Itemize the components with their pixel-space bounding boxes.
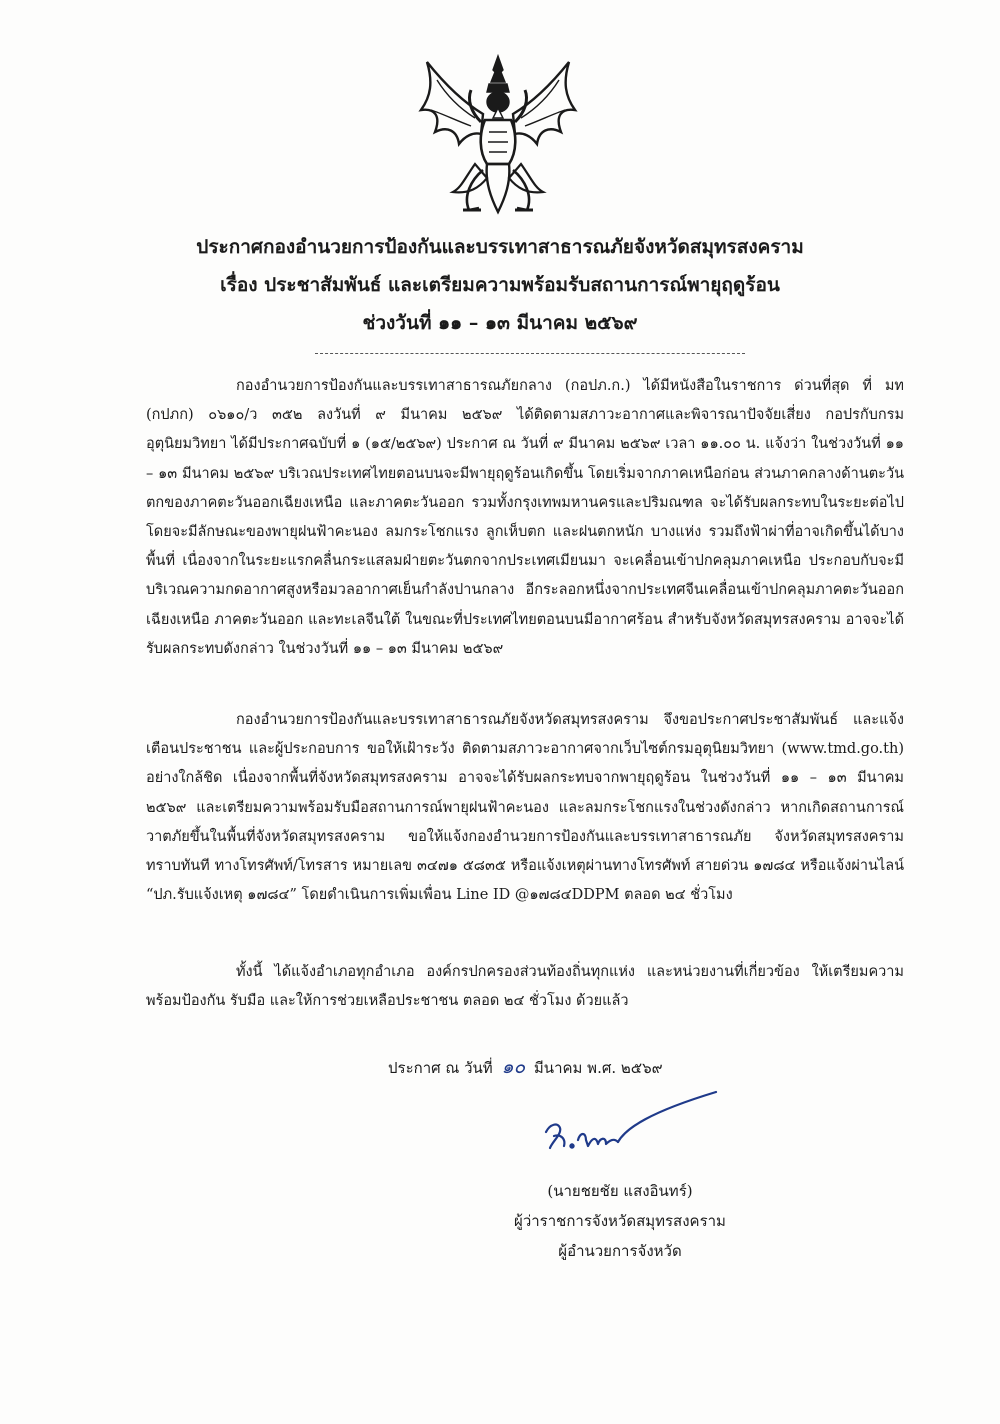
announcement-day: ๑๐ <box>501 1056 526 1078</box>
title-line-2: เรื่อง ประชาสัมพันธ์ และเตรียมความพร้อมรับสถานการณ์พายุฤดูร้อน <box>220 274 780 296</box>
paragraph-1 <box>146 372 904 664</box>
signer-block <box>440 1176 800 1266</box>
document-title <box>100 228 900 342</box>
title-line-3: ช่วงวันที่ ๑๑ – ๑๓ มีนาคม ๒๕๖๙ <box>362 312 638 334</box>
title-line-1: ประกาศกองอำนวยการป้องกันและบรรเทาสาธารณภัยจังหวัดสมุทรสงคราม <box>196 236 804 258</box>
handwritten-signature <box>540 1088 720 1158</box>
paragraph-3 <box>146 958 904 1016</box>
signer-position-1: ผู้ว่าราชการจังหวัดสมุทรสงคราม <box>514 1212 726 1230</box>
announcement-suffix: มีนาคม พ.ศ. ๒๕๖๙ <box>533 1059 663 1077</box>
paragraph-3-text: ทั้งนี้ ได้แจ้งอำเภอทุกอำเภอ องค์กรปกครองส่วนท้องถิ่นทุกแห่ง และหน่วยงานที่เกี่ยวข้อง ให้เตรียมความพร้อมป้องกัน รับมือ และให้การช่วยเหลือประชาชน ตลอด ๒๔ ชั่วโมง ด้วยแล้ว <box>146 964 904 1010</box>
title-separator <box>315 353 745 354</box>
announcement-prefix: ประกาศ ณ วันที่ <box>388 1059 493 1077</box>
paragraph-2 <box>146 706 904 910</box>
paragraph-1-text: กองอำนวยการป้องกันและบรรเทาสาธารณภัยกลาง (กอปภ.ก.) ได้มีหนังสือในราชการ ด่วนที่สุด ที่ มท (กปภก) ๐๖๑๐/ว ๓๕๒ ลงวันที่ ๙ มีนาคม ๒๕๖๙ ได้ติดตามสภาวะอากาศและพิจารณาปัจจัยเสี่ยง กอปรกับกรมอุตุนิยมวิทยา ได้มีประกาศฉบับที่ ๑ (๑๕/๒๕๖๙) ประกาศ ณ วันที่ ๙ มีนาคม ๒๕๖๙ เวลา ๑๑.๐๐ น. แจ้งว่า ในช่วงวันที่ ๑๑ – ๑๓ มีนาคม ๒๕๖๙ บริเวณประเทศไทยตอนบนจะมีพายุฤดูร้อนเกิดขึ้น โดยเริ่มจากภาคเหนือก่อน ส่วนภาคกลางด้านตะวันตกของภาคตะวันออกเฉียงเหนือ และภาคตะวันออก รวมทั้งกรุงเทพมหานครและปริมณฑล จะได้รับผลกระทบในระยะต่อไป โดยจะมีลักษณะของพายุฝนฟ้าคะนอง ลมกระโชกแรง ลูกเห็บตก และฝนตกหนัก บางแห่ง รวมถึงฟ้าผ่าที่อาจเกิดขึ้นได้บางพื้นที่ เนื่องจากในระยะแรกคลื่นกระแสลมฝ่ายตะวันตกจากประเทศเมียนมา จะเคลื่อนเข้าปกคลุมภาคเหนือ ประกอบกับจะมีบริเวณความกดอากาศสูงหรือมวลอากาศเย็นกำลังปานกลาง อีกระลอกหนึ่งจากประเทศจีนเคลื่อนเข้าปกคลุมภาคตะวันออกเฉียงเหนือ ภาคตะวันออก และทะเลจีนใต้ ในขณะที่ประเทศไทยตอนบนมีอากาศร้อน สำหรับจังหวัดสมุทรสงคราม อาจจะได้รับผลกระทบดังกล่าว ในช่วงวันที่ ๑๑ – ๑๓ มีนาคม ๒๕๖๙ <box>146 378 904 657</box>
paragraph-2-text: กองอำนวยการป้องกันและบรรเทาสาธารณภัยจังหวัดสมุทรสงคราม จึงขอประกาศประชาสัมพันธ์ และแจ้งเตือนประชาชน และผู้ประกอบการ ขอให้เฝ้าระวัง ติดตามสภาวะอากาศจากเว็บไซต์กรมอุตุนิยมวิทยา (www.tmd.go.th) อย่างใกล้ชิด เนื่องจากพื้นที่จังหวัดสมุทรสงคราม อาจจะได้รับผลกระทบจากพายุฤดูร้อน ในช่วงวันที่ ๑๑ – ๑๓ มีนาคม ๒๕๖๙ และเตรียมความพร้อมรับมือสถานการณ์พายุฝนฟ้าคะนอง และลมกระโชกแรงในช่วงดังกล่าว หากเกิดสถานการณ์วาตภัยขึ้นในพื้นที่จังหวัดสมุทรสงคราม ขอให้แจ้งกองอำนวยการป้องกันและบรรเทาสาธารณภัย จังหวัดสมุทรสงคราม ทราบทันที ทางโทรศัพท์/โทรสาร หมายเลข ๓๔๗๑ ๕๘๓๕ หรือแจ้งเหตุผ่านทางโทรศัพท์ สายด่วน ๑๗๘๔ หรือแจ้งผ่านไลน์ “ปภ.รับแจ้งเหตุ ๑๗๘๔” โดยดำเนินการเพิ่มเพื่อน Line ID @๑๗๘๔DDPM ตลอด ๒๔ ชั่วโมง <box>146 712 904 904</box>
signer-name: (นายชยชัย แสงอินทร์) <box>547 1182 693 1200</box>
announcement-date <box>388 1052 663 1082</box>
garuda-emblem-icon <box>413 52 583 222</box>
signer-position-2: ผู้อำนวยการจังหวัด <box>558 1242 682 1260</box>
